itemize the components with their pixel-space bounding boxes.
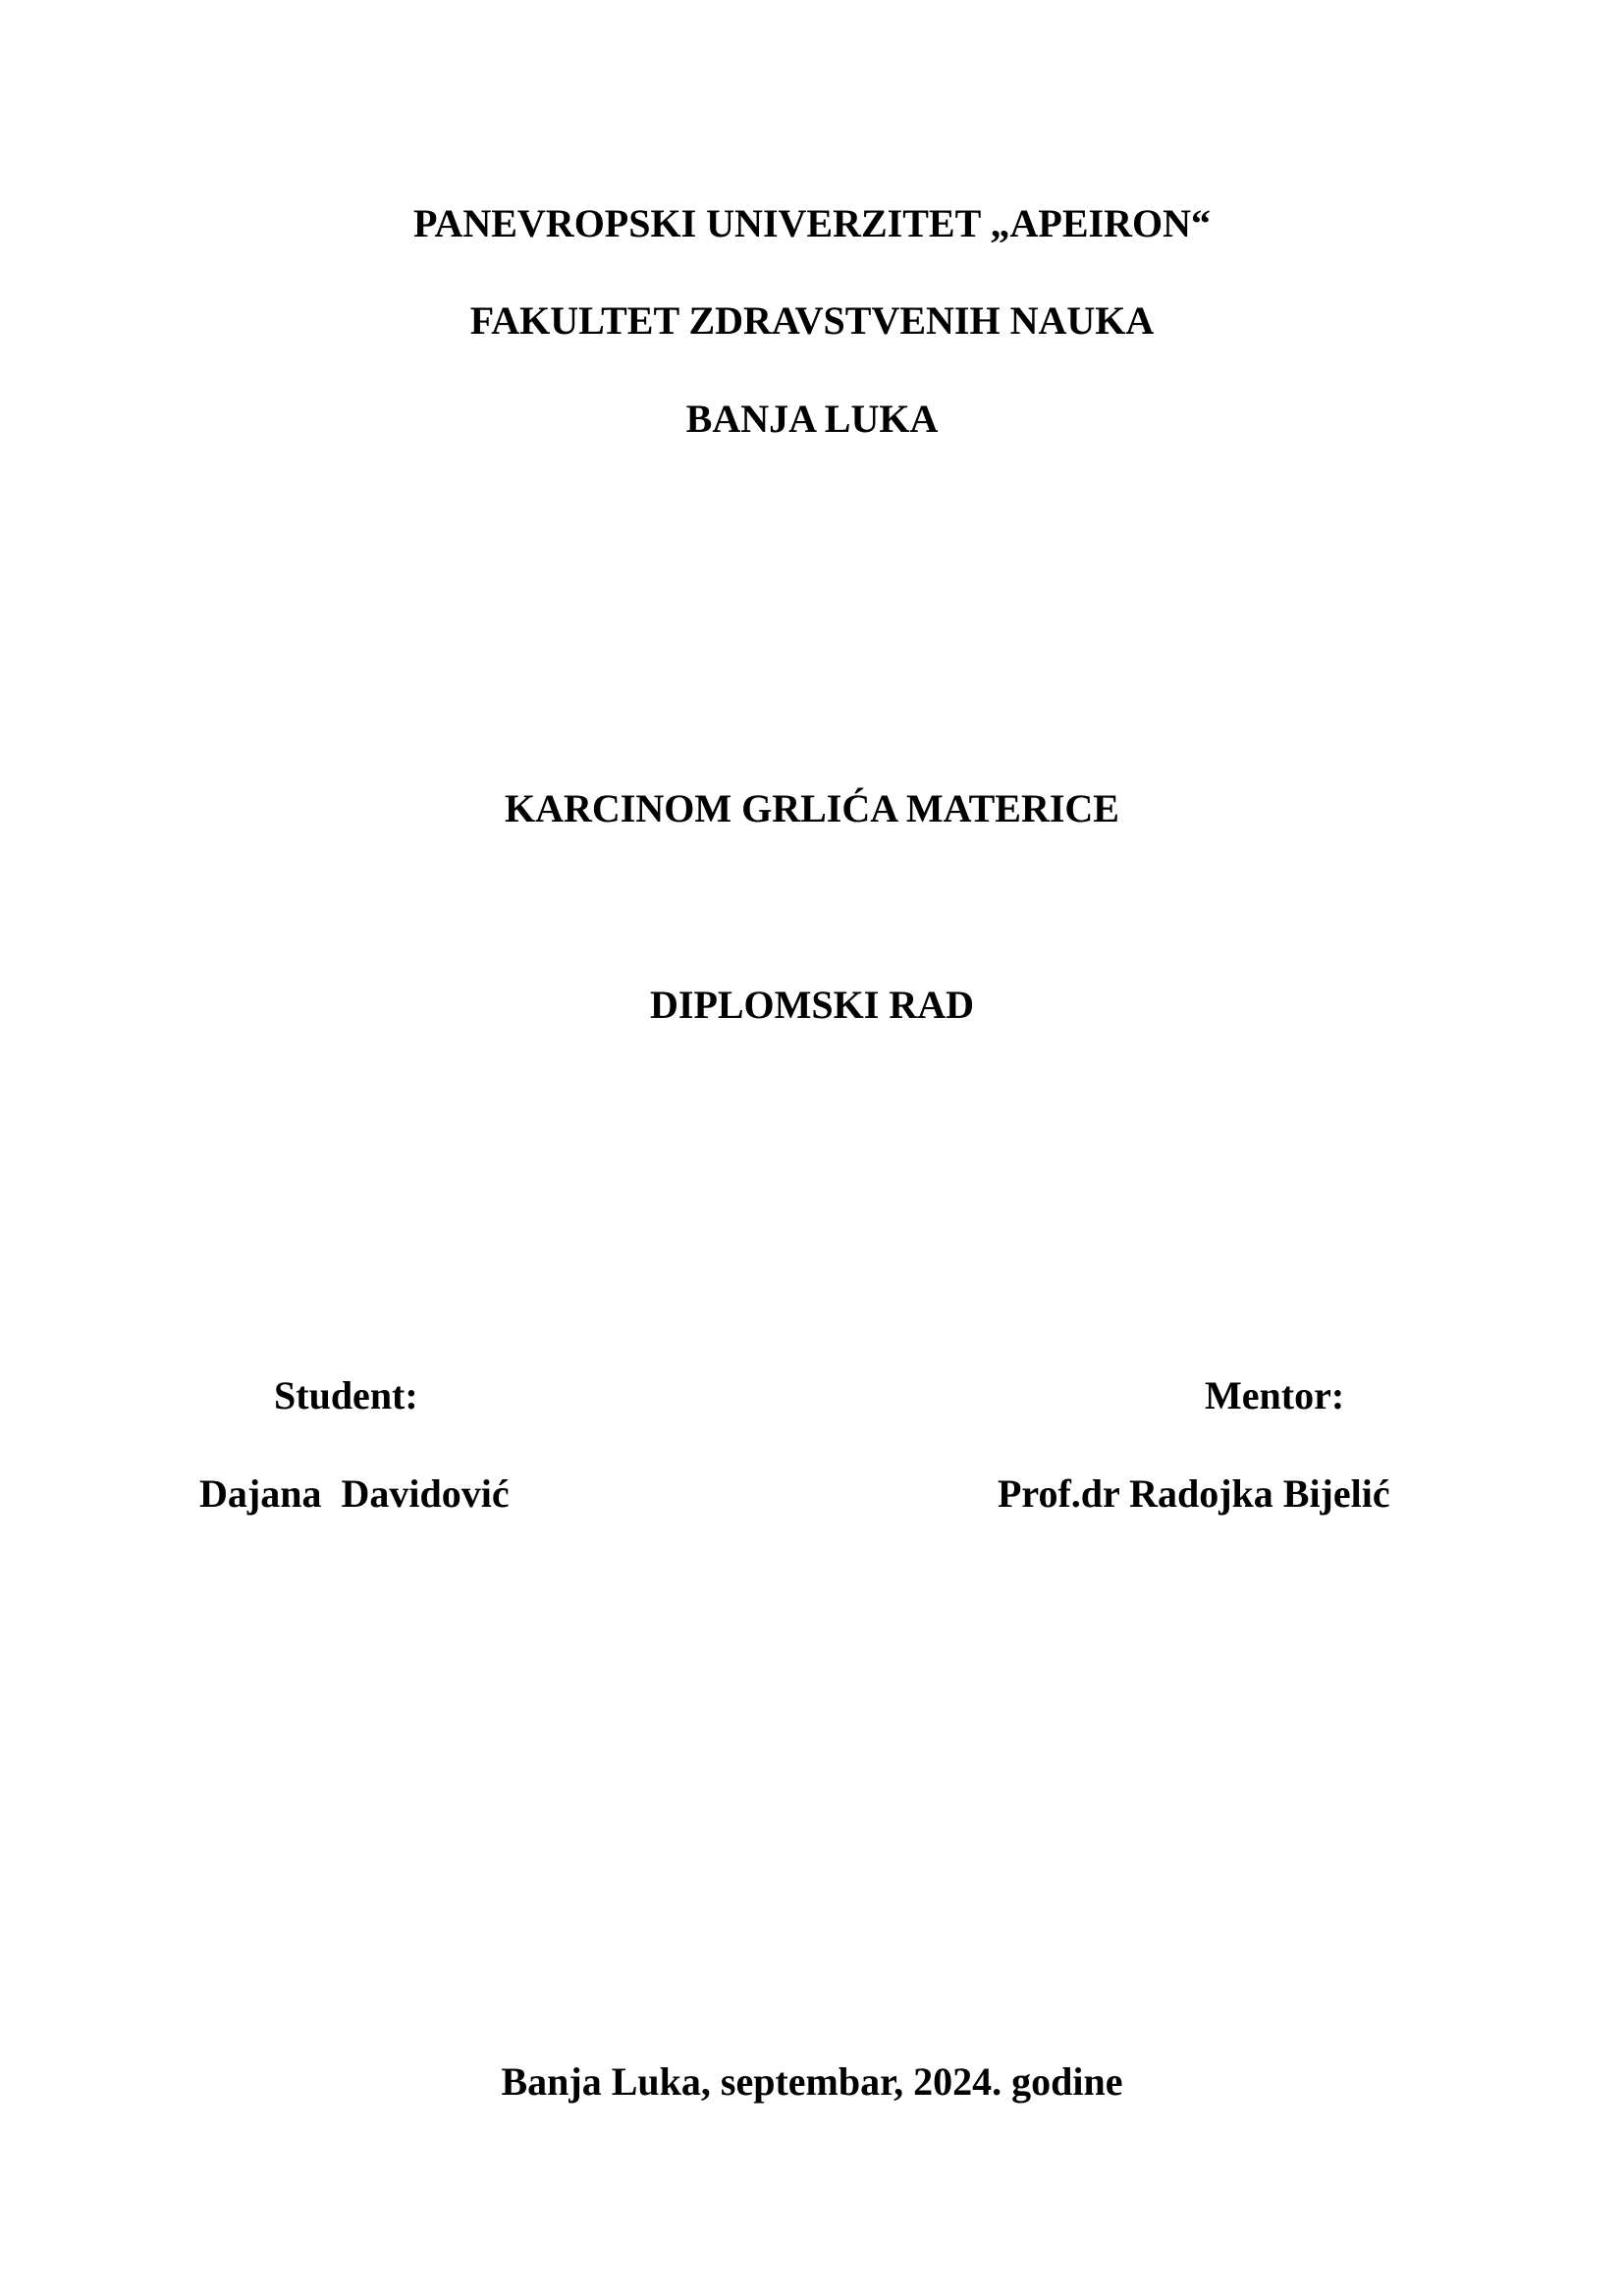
mentor-name: Prof.dr Radojka Bijelić [998, 1471, 1390, 1516]
thesis-title: KARCINOM GRLIĆA MATERICE [505, 786, 1119, 830]
faculty-name: FAKULTET ZDRAVSTVENIH NAUKA [469, 298, 1155, 343]
city-name: BANJA LUKA [685, 397, 939, 441]
place-date: Banja Luka, septembar, 2024. godine [501, 2059, 1123, 2104]
student-label: Student: [274, 1373, 418, 1417]
thesis-type: DIPLOMSKI RAD [649, 983, 975, 1027]
mentor-label: Mentor: [1205, 1373, 1345, 1417]
university-name: PANEVROPSKI UNIVERZITET „APEIRON“ [413, 201, 1211, 245]
student-name: Dajana Davidović [199, 1471, 510, 1516]
